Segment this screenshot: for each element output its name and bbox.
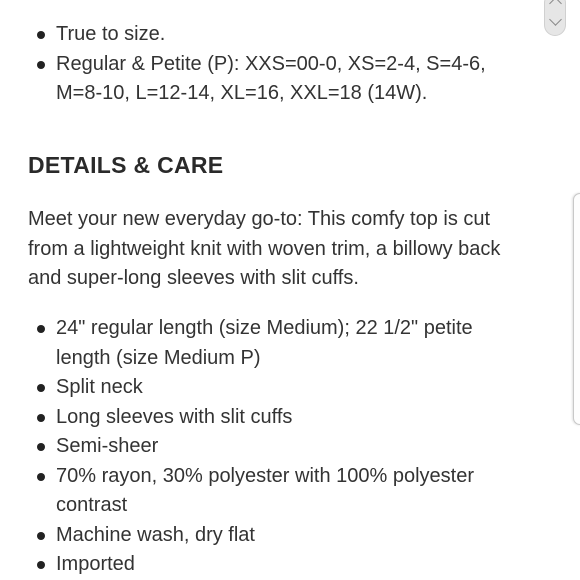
list-item: Semi-sheer <box>28 432 528 462</box>
list-item: 70% rayon, 30% polyester with 100% polyester contrast <box>28 462 528 521</box>
list-item: 24" regular length (size Medium); 22 1/2" petite length (size Medium P) <box>28 314 528 373</box>
list-item: Split neck <box>28 373 528 403</box>
list-item: True to size. <box>28 20 528 50</box>
chevron-up-icon <box>549 0 562 10</box>
product-description: Meet your new everyday go-to: This comfy top is cut from a lightweight knit with woven trim, a billowy back and super-long sleeves with slit cuffs. <box>28 208 501 289</box>
list-item: Imported <box>28 550 528 580</box>
chevron-down-icon <box>549 13 562 26</box>
list-item: Machine wash, dry flat <box>28 521 528 551</box>
size-list <box>28 20 528 109</box>
scroll-handle-icon[interactable] <box>544 0 566 36</box>
details-care-heading: DETAILS & CARE <box>28 152 224 178</box>
edge-panel-handle[interactable] <box>573 193 580 425</box>
list-item: Long sleeves with slit cuffs <box>28 403 528 433</box>
list-item: Regular & Petite (P): XXS=00-0, XS=2-4, S=4-6, M=8-10, L=12-14, XL=16, XXL=18 (14W). <box>28 50 528 109</box>
details-list <box>28 314 528 580</box>
